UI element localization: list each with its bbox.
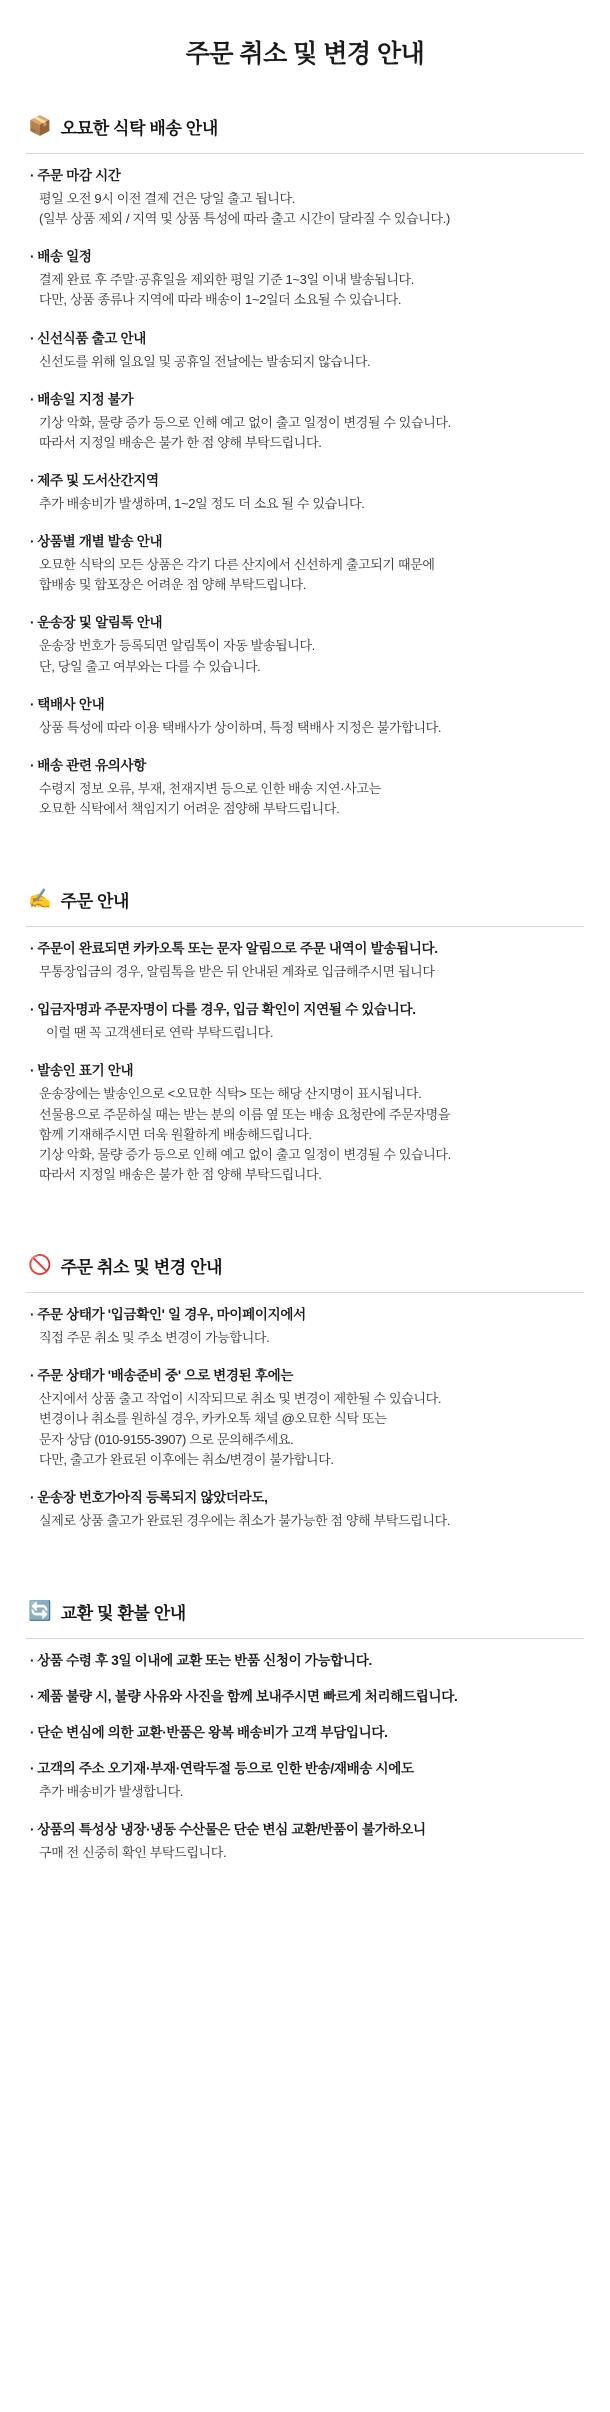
block-title: · 운송장 번호가아직 등록되지 않았더라도, <box>30 1486 584 1506</box>
page-title: 주문 취소 및 변경 안내 <box>185 40 425 68</box>
block-line: 결제 완료 후 주말·공휴일을 제외한 평일 기준 1~3일 이내 발송됩니다. <box>39 272 415 288</box>
section-title: 주문 안내 <box>60 892 130 912</box>
block-line: 추가 배송비가 발생하며, 1~2일 정도 더 소요 될 수 있습니다. <box>39 495 365 511</box>
block-title: · 상품별 개별 발송 안내 <box>30 530 584 550</box>
block-line: 이럴 땐 꼭 고객센터로 연락 부탁드립니다. <box>46 1025 274 1041</box>
block-line: 다만, 상품 종류나 지역에 따라 배송이 1~2일더 소요될 수 있습니다. <box>39 292 402 308</box>
section-spacer <box>0 835 610 869</box>
info-block <box>26 1818 584 1863</box>
block-title: · 상품의 특성상 냉장·냉동 수산물은 단순 변심 교환/반품이 불가하오니 <box>30 1818 584 1838</box>
exchange-icon: 🔄 <box>28 1600 52 1622</box>
section-divider <box>26 153 584 154</box>
info-block <box>26 754 584 819</box>
block-title: · 주문 상태가 '입금확인' 일 경우, 마이페이지에서 <box>30 1303 584 1323</box>
block-line: 변경이나 취소를 원하실 경우, 카카오톡 채널 @오묘한 식탁 또는 <box>39 1411 387 1427</box>
block-title: · 배송 일정 <box>30 245 584 265</box>
info-block <box>26 1486 584 1531</box>
section-body <box>26 158 584 819</box>
block-line: 기상 악화, 물량 증가 등으로 인해 예고 없이 출고 일정이 변경될 수 있습니다. <box>39 414 451 430</box>
block-line: 합배송 및 합포장은 어려운 점 양해 부탁드립니다. <box>39 577 306 593</box>
block-line: 따라서 지정일 배송은 불가 한 점 양해 부탁드립니다. <box>39 1166 322 1182</box>
block-line: 직접 주문 취소 및 주소 변경이 가능합니다. <box>39 1330 270 1346</box>
block-title: · 신선식품 출고 안내 <box>30 327 584 347</box>
info-block <box>26 1757 584 1802</box>
block-title: · 제품 불량 시, 불량 사유와 사진을 함께 보내주시면 빠르게 처리해드립니다. <box>30 1685 584 1705</box>
block-line: 다만, 출고가 완료된 이후에는 취소/변경이 불가합니다. <box>39 1451 334 1467</box>
section-spacer <box>0 1201 610 1235</box>
block-line: 신선도를 위해 일요일 및 공휴일 전날에는 발송되지 않습니다. <box>39 353 371 369</box>
info-block <box>26 1685 584 1705</box>
block-line: 무통장입금의 경우, 알림톡을 받은 뒤 안내된 계좌로 입금해주시면 됩니다 <box>39 964 435 980</box>
section-divider <box>26 926 584 927</box>
section-header <box>28 1253 584 1278</box>
block-line: 기상 악화, 물량 증가 등으로 인해 예고 없이 출고 일정이 변경될 수 있습니다. <box>39 1146 451 1162</box>
block-line: 오묘한 식탁에서 책임지기 어려운 점양해 부탁드립니다. <box>39 800 340 816</box>
block-line: 함께 기재해주시면 더욱 원활하게 배송해드립니다. <box>39 1126 312 1142</box>
section-header <box>28 1599 584 1624</box>
info-block <box>26 327 584 372</box>
section-exchange-refund <box>0 1599 610 1863</box>
block-line: 구매 전 신중히 확인 부탁드립니다. <box>39 1845 227 1861</box>
block-title: · 주문 상태가 '배송준비 중' 으로 변경된 후에는 <box>30 1364 584 1384</box>
info-block <box>26 1059 584 1185</box>
block-title: · 발송인 표기 안내 <box>30 1059 584 1079</box>
block-title: · 운송장 및 알림톡 안내 <box>30 611 584 631</box>
info-block <box>26 998 584 1043</box>
writing-hand-icon: ✍️ <box>28 889 52 911</box>
block-title: · 상품 수령 후 3일 이내에 교환 또는 반품 신청이 가능합니다. <box>30 1649 584 1669</box>
section-title: 주문 취소 및 변경 안내 <box>60 1258 223 1278</box>
section-delivery-info <box>0 114 610 819</box>
section-header <box>28 114 584 139</box>
block-line: 수령지 정보 오류, 부재, 천재지변 등으로 인한 배송 지연·사고는 <box>39 780 381 796</box>
block-line: 운송장 번호가 등록되면 알림톡이 자동 발송됩니다. <box>39 638 315 654</box>
section-body <box>26 931 584 1185</box>
section-body <box>26 1643 584 1863</box>
info-block <box>26 611 584 676</box>
block-title: · 주문이 완료되면 카카오톡 또는 문자 알림으로 주문 내역이 발송됩니다. <box>30 937 584 957</box>
info-block <box>26 937 584 982</box>
section-title: 교환 및 환불 안내 <box>60 1603 186 1623</box>
block-title: · 배송 관련 유의사항 <box>30 754 584 774</box>
block-title: · 단순 변심에 의한 교환·반품은 왕복 배송비가 고객 부담입니다. <box>30 1721 584 1741</box>
block-line: 따라서 지정일 배송은 불가 한 점 양해 부탁드립니다. <box>39 434 322 450</box>
block-line: 문자 상담 (010-9155-3907) 으로 문의해주세요. <box>39 1431 294 1447</box>
section-divider <box>26 1292 584 1293</box>
section-divider <box>26 1638 584 1639</box>
block-line: 추가 배송비가 발생합니다. <box>39 1783 184 1799</box>
section-title: 오묘한 식탁 배송 안내 <box>60 119 218 138</box>
section-cancel-change <box>0 1253 610 1531</box>
section-header <box>28 887 584 912</box>
info-block <box>26 388 584 453</box>
block-line: 평일 오전 9시 이전 결제 건은 당일 출고 됩니다. <box>39 191 295 206</box>
info-block <box>26 164 584 229</box>
info-block <box>26 1649 584 1669</box>
block-line: 오묘한 식탁의 모든 상품은 각기 다른 산지에서 신선하게 출고되기 때문에 <box>39 557 435 573</box>
block-title: · 고객의 주소 오기재·부재·연락두절 등으로 인한 반송/재배송 시에도 <box>30 1757 584 1777</box>
block-title: · 배송일 지정 불가 <box>30 388 584 408</box>
info-block <box>26 1303 584 1348</box>
info-block <box>26 245 584 310</box>
block-line: 단, 당일 출고 여부와는 다를 수 있습니다. <box>39 658 261 674</box>
info-block <box>26 1364 584 1470</box>
block-line: 운송장에는 발송인으로 <오묘한 식탁> 또는 해당 산지명이 표시됩니다. <box>39 1086 422 1102</box>
block-title: · 입금자명과 주문자명이 다를 경우, 입금 확인이 지연될 수 있습니다. <box>30 998 584 1018</box>
block-line: (일부 상품 제외 / 지역 및 상품 특성에 따라 출고 시간이 달라질 수 있습니다.) <box>39 211 450 227</box>
info-block <box>26 1721 584 1741</box>
block-title: · 주문 마감 시간 <box>30 164 584 184</box>
section-order-info <box>0 887 610 1185</box>
block-line: 실제로 상품 출고가 완료된 경우에는 취소가 불가능한 점 양해 부탁드립니다. <box>39 1512 451 1528</box>
info-block <box>26 693 584 738</box>
info-block <box>26 469 584 514</box>
block-line: 산지에서 상품 출고 작업이 시작되므로 취소 및 변경이 제한될 수 있습니다. <box>39 1391 442 1407</box>
section-spacer <box>0 1547 610 1581</box>
prohibited-icon: 🚫 <box>28 1255 52 1277</box>
section-body <box>26 1297 584 1531</box>
block-line: 선물용으로 주문하실 때는 받는 분의 이름 옆 또는 배송 요청란에 주문자명을 <box>39 1106 451 1122</box>
block-title: · 제주 및 도서산간지역 <box>30 469 584 489</box>
block-title: · 택배사 안내 <box>30 693 584 713</box>
info-block <box>26 530 584 595</box>
package-icon: 📦 <box>28 116 52 137</box>
block-line: 상품 특성에 따라 이용 택배사가 상이하며, 특정 택배사 지정은 불가합니다. <box>39 719 442 735</box>
